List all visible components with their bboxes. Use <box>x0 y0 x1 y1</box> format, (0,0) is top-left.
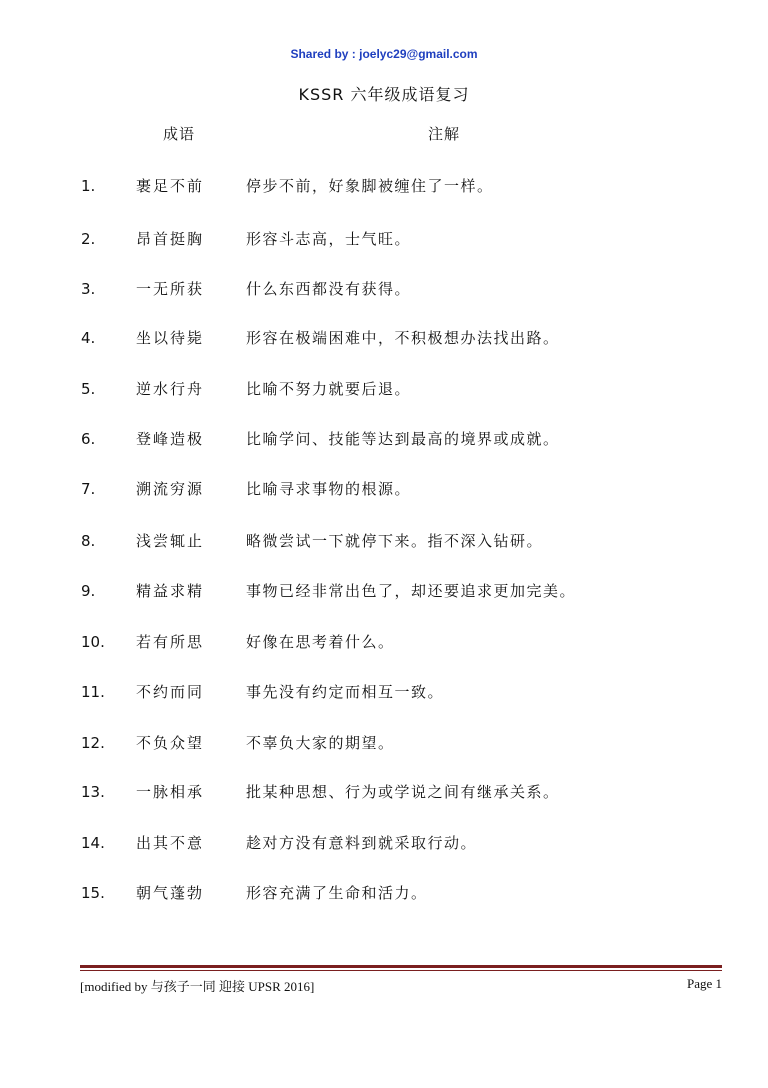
item-idiom: 昂首挺胸 <box>136 230 205 248</box>
list-item <box>0 326 768 350</box>
item-number: 4. <box>81 329 96 347</box>
item-number: 1. <box>81 177 96 195</box>
item-number: 10. <box>81 633 105 651</box>
item-idiom: 浅尝辄止 <box>136 532 205 550</box>
item-number: 14. <box>81 834 105 852</box>
page-title: KSSR 六年级成语复习 <box>298 85 470 104</box>
item-idiom: 溯流穷源 <box>136 480 205 498</box>
list-item <box>0 529 768 553</box>
list-item <box>0 477 768 501</box>
column-header-meaning: 注解 <box>428 125 461 143</box>
item-meaning: 停步不前，好象脚被缠住了一样。 <box>246 177 494 195</box>
item-number: 2. <box>81 230 96 248</box>
item-meaning: 比喻学问、技能等达到最高的境界或成就。 <box>246 430 560 448</box>
item-idiom: 朝气蓬勃 <box>136 884 205 902</box>
page-number: Page 1 <box>686 976 722 991</box>
item-meaning: 好像在思考着什么。 <box>246 633 395 651</box>
footer-divider-thin <box>80 970 722 971</box>
item-idiom: 裹足不前 <box>136 177 205 195</box>
item-meaning: 形容充满了生命和活力。 <box>246 884 428 902</box>
list-item <box>0 174 768 198</box>
item-idiom: 一脉相承 <box>136 783 205 801</box>
item-number: 7. <box>81 480 96 498</box>
list-item <box>0 731 768 755</box>
list-item <box>0 377 768 401</box>
item-number: 8. <box>81 532 96 550</box>
item-meaning: 什么东西都没有获得。 <box>246 280 412 298</box>
item-idiom: 出其不意 <box>136 834 205 852</box>
item-idiom: 不约而同 <box>136 683 205 701</box>
item-meaning: 事先没有约定而相互一致。 <box>246 683 445 701</box>
item-idiom: 不负众望 <box>136 734 205 752</box>
item-meaning: 比喻不努力就要后退。 <box>246 380 412 398</box>
item-number: 3. <box>81 280 96 298</box>
column-header-idiom: 成语 <box>163 125 196 143</box>
list-item <box>0 277 768 301</box>
list-item <box>0 579 768 603</box>
item-idiom: 坐以待毙 <box>136 329 205 347</box>
item-number: 11. <box>81 683 105 701</box>
item-number: 6. <box>81 430 96 448</box>
item-number: 13. <box>81 783 105 801</box>
item-meaning: 比喻寻求事物的根源。 <box>246 480 412 498</box>
item-meaning: 形容在极端困难中，不积极想办法找出路。 <box>246 329 560 347</box>
item-idiom: 若有所思 <box>136 633 205 651</box>
list-item <box>0 831 768 855</box>
list-item <box>0 630 768 654</box>
list-item <box>0 881 768 905</box>
item-idiom: 一无所获 <box>136 280 205 298</box>
item-number: 12. <box>81 734 105 752</box>
item-meaning: 批某种思想、行为或学说之间有继承关系。 <box>246 783 560 801</box>
footer-note: [modified by 与孩子一同 迎接 UPSR 2016] <box>80 979 315 994</box>
item-meaning: 形容斗志高，士气旺。 <box>246 230 412 248</box>
list-item <box>0 427 768 451</box>
item-idiom: 逆水行舟 <box>136 380 205 398</box>
item-meaning: 略微尝试一下就停下来。指不深入钻研。 <box>246 532 544 550</box>
item-idiom: 精益求精 <box>136 582 205 600</box>
shared-by-header: Shared by : joelyc29@gmail.com <box>290 47 478 61</box>
list-item <box>0 227 768 251</box>
item-number: 5. <box>81 380 96 398</box>
item-number: 9. <box>81 582 96 600</box>
item-number: 15. <box>81 884 105 902</box>
list-item <box>0 680 768 704</box>
item-idiom: 登峰造极 <box>136 430 205 448</box>
list-item <box>0 780 768 804</box>
item-meaning: 事物已经非常出色了，却还要追求更加完美。 <box>246 582 577 600</box>
item-meaning: 不辜负大家的期望。 <box>246 734 395 752</box>
footer-divider-thick <box>80 965 722 968</box>
item-meaning: 趁对方没有意料到就采取行动。 <box>246 834 478 852</box>
